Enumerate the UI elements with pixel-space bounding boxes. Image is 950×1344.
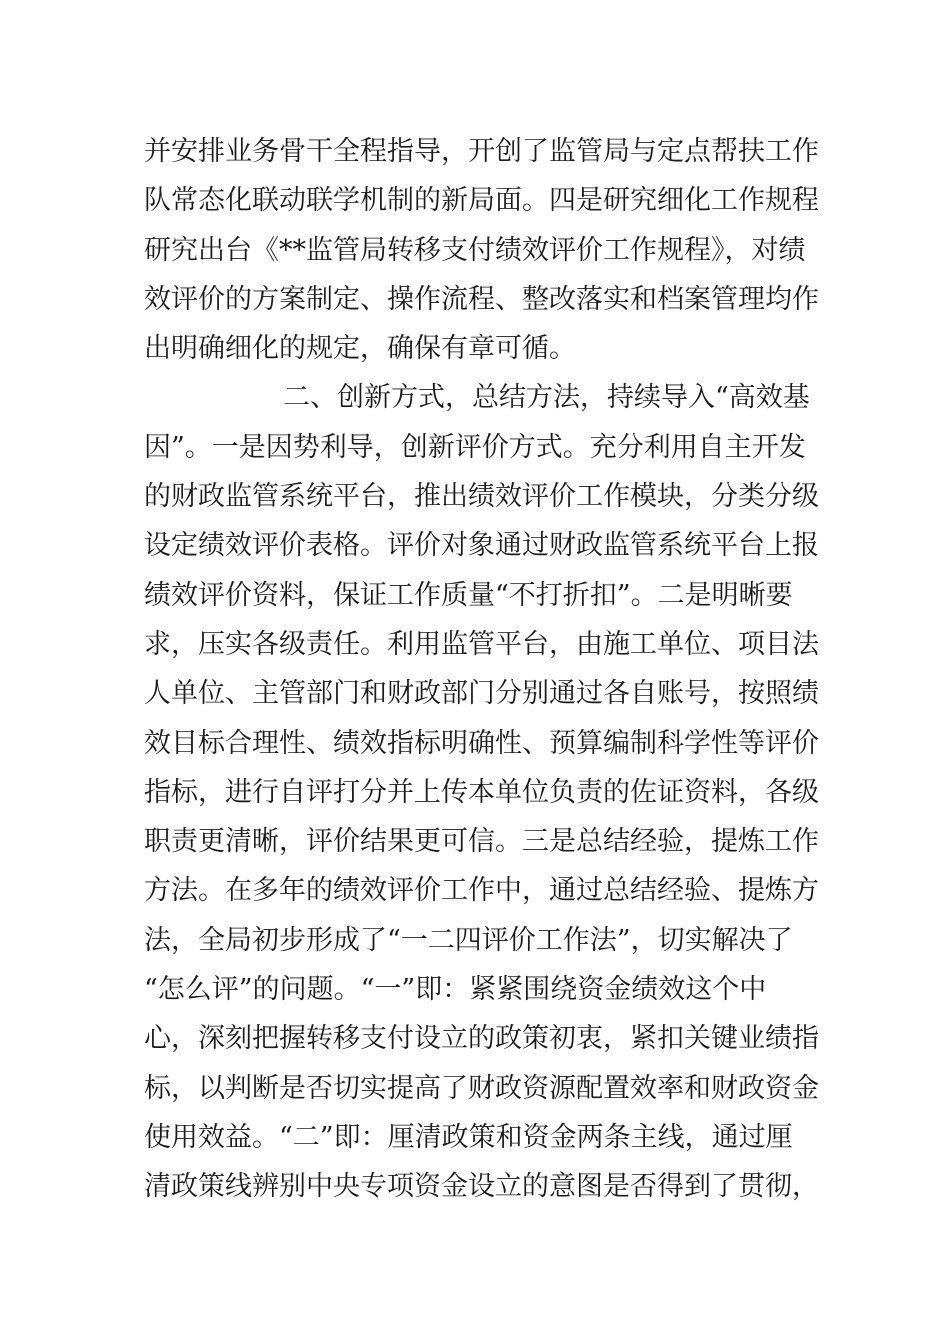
text-line: 清政策线辨别中央专项资金设立的意图是否得到了贯彻， bbox=[144, 1171, 819, 1203]
text-line: 人单位、主管部门和财政部门分别通过各自账号，按照绩 bbox=[144, 678, 819, 710]
text-line: 并安排业务骨干全程指导，开创了监管局与定点帮扶工作 bbox=[144, 136, 819, 167]
text-line: 的财政监管系统平台，推出绩效评价工作模块，分类分级 bbox=[144, 481, 819, 513]
text-line: 方法。在多年的绩效评价工作中，通过总结经验、提炼方 bbox=[144, 875, 819, 907]
text-line: 求，压实各级责任。利用监管平台，由施工单位、项目法 bbox=[144, 628, 819, 660]
text-line: 研究出台《**监管局转移支付绩效评价工作规程》，对绩 bbox=[144, 234, 806, 266]
text-line: 因”。一是因势利导，创新评价方式。充分利用自主开发 bbox=[144, 431, 806, 463]
text-line: 绩效评价资料，保证工作质量“不打折扣”。二是明晰要 bbox=[144, 579, 793, 611]
text-line: 效目标合理性、绩效指标明确性、预算编制科学性等评价 bbox=[144, 727, 819, 759]
text-line: 使用效益。“二”即：厘清政策和资金两条主线，通过厘 bbox=[144, 1121, 793, 1153]
text-line: “怎么评”的问题。“一”即：紧紧围绕资金绩效这个中 bbox=[144, 974, 767, 1006]
text-line: 心，深刻把握转移支付设立的政策初衷，紧扣关键业绩指 bbox=[144, 1023, 819, 1055]
text-line: 标，以判断是否切实提高了财政资源配置效率和财政资金 bbox=[144, 1072, 819, 1104]
text-line: 设定绩效评价表格。评价对象通过财政监管系统平台上报 bbox=[144, 530, 819, 562]
text-line: 指标，进行自评打分并上传本单位负责的佐证资料，各级 bbox=[144, 776, 819, 808]
text-line: 职责更清晰，评价结果更可信。三是总结经验，提炼工作 bbox=[144, 826, 819, 858]
document-body bbox=[144, 127, 819, 1212]
section-heading-line: 二、创新方式，总结方法，持续导入“高效基 bbox=[283, 382, 810, 414]
text-line: 效评价的方案制定、操作流程、整改落实和档案管理均作 bbox=[144, 283, 819, 315]
text-line: 法，全局初步形成了“一二四评价工作法”，切实解决了 bbox=[144, 924, 793, 956]
text-line: 出明确细化的规定，确保有章可循。 bbox=[144, 333, 576, 365]
text-line: 队常态化联动联学机制的新局面。四是研究细化工作规程 bbox=[144, 185, 819, 217]
